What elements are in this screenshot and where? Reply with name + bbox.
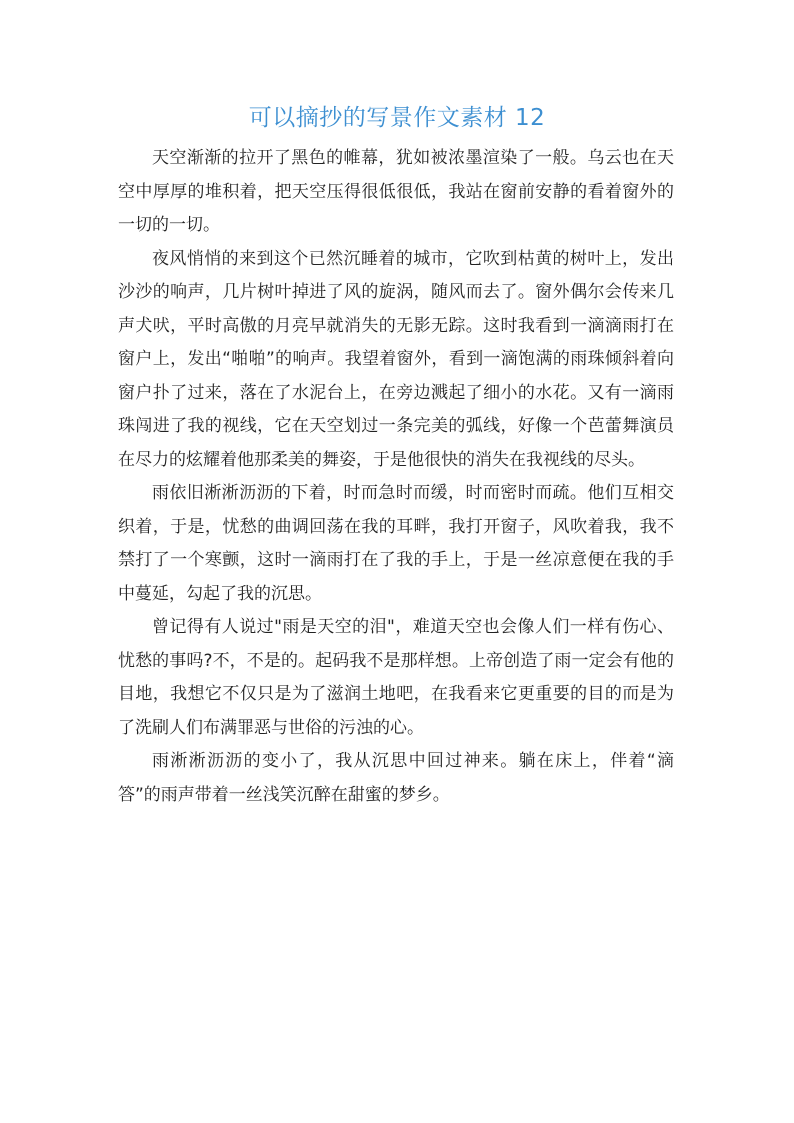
paragraph-1: 天空渐渐的拉开了黑色的帷幕，犹如被浓墨渲染了一般。乌云也在天空中厚厚的堆积着，把天空压得很低很低，我站在窗前安静的看着窗外的一切的一切。 — [118, 148, 674, 235]
article-body — [118, 142, 674, 812]
paragraph-3: 雨依旧淅淅沥沥的下着，时而急时而缓，时而密时而疏。他们互相交织着，于是，忧愁的曲调回荡在我的耳畔，我打开窗子，风吹着我，我不禁打了一个寒颤，这时一滴雨打在了我的手上，于是一丝凉意便在我的手中蔓延，勾起了我的沉思。 — [118, 483, 674, 604]
paragraph-2: 夜风悄悄的来到这个已然沉睡着的城市，它吹到枯黄的树叶上，发出沙沙的响声，几片树叶掉进了风的旋涡，随风而去了。窗外偶尔会传来几声犬吠，平时高傲的月亮早就消失的无影无踪。这时我看到一滴滴雨打在窗户上，发出“啪啪”的响声。我望着窗外，看到一滴饱满的雨珠倾斜着向窗户扑了过来，落在了水泥台上，在旁边溅起了细小的水花。又有一滴雨珠闯进了我的视线，它在天空划过一条完美的弧线，好像一个芭蕾舞演员在尽力的炫耀着他那柔美的舞姿，于是他很快的消失在我视线的尽头。 — [118, 248, 674, 470]
paragraph-4: 曾记得有人说过"雨是天空的泪"，难道天空也会像人们一样有伤心、忧愁的事吗?不，不是的。起码我不是那样想。上帝创造了雨一定会有他的目地，我想它不仅只是为了滋润土地吧，在我看来它更重要的目的而是为了洗刷人们布满罪恶与世俗的污浊的心。 — [118, 617, 674, 738]
paragraph-5: 雨淅淅沥沥的变小了，我从沉思中回过神来。躺在床上，伴着“滴答”的雨声带着一丝浅笑沉醉在甜蜜的梦乡。 — [118, 751, 674, 805]
page-title: 可以摘抄的写景作文素材 12 — [248, 105, 546, 131]
